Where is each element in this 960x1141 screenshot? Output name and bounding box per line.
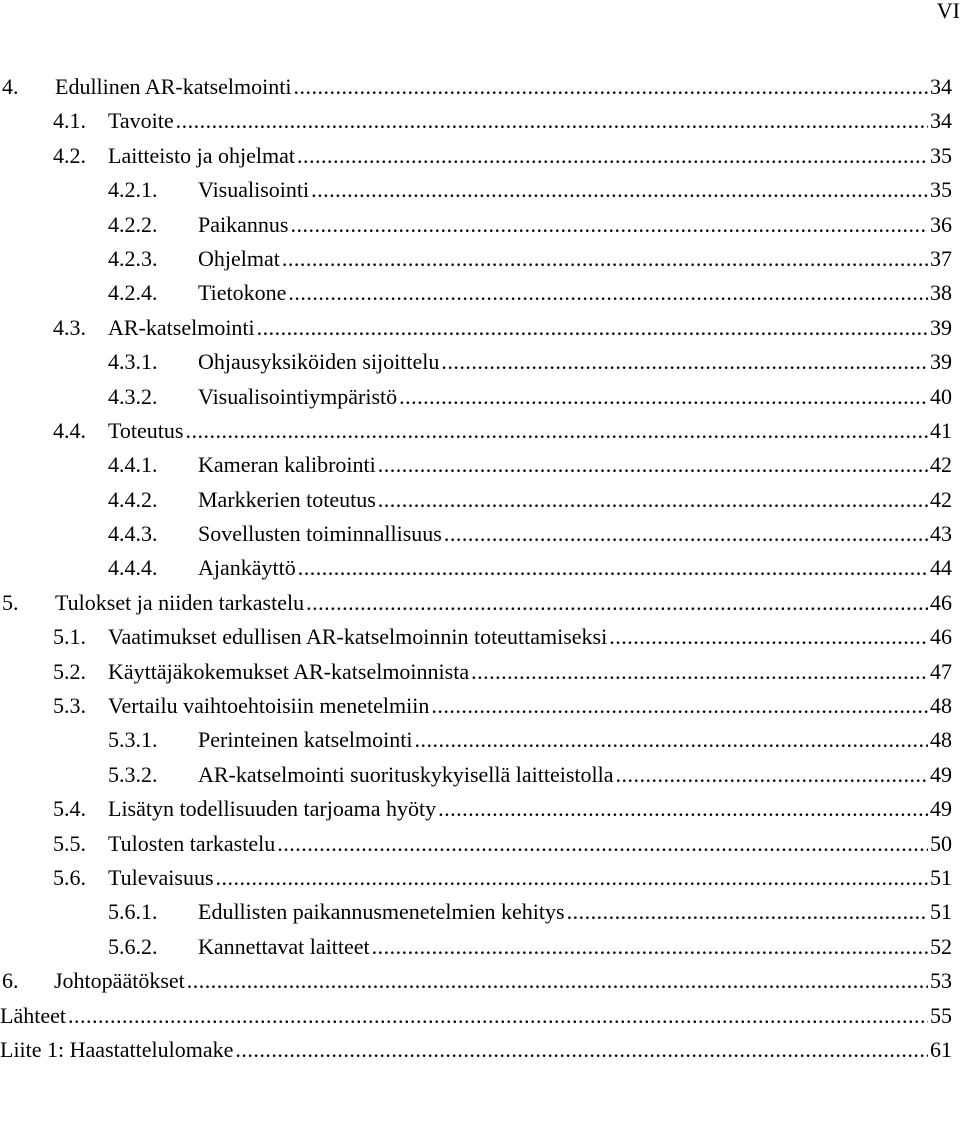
toc-entry-page: 34 — [930, 74, 952, 99]
toc-entry[interactable] — [0, 276, 952, 310]
page-number: VI — [936, 0, 960, 23]
toc-entry[interactable] — [0, 414, 952, 448]
toc-entry[interactable] — [0, 1033, 952, 1067]
dot-leader — [438, 792, 928, 826]
toc-entry[interactable] — [0, 655, 952, 689]
dot-leader — [282, 242, 928, 276]
dot-leader — [235, 1033, 928, 1067]
dot-leader — [185, 414, 928, 448]
toc-entry-number: 5.1. — [53, 624, 86, 650]
toc-entry-page: 47 — [930, 658, 952, 684]
toc-entry-page: 52 — [930, 933, 952, 959]
toc-entry-title: Visualisointiympäristö — [198, 383, 398, 409]
dot-leader — [176, 104, 928, 138]
dot-leader — [311, 173, 928, 207]
toc-entry-page: 46 — [930, 624, 952, 650]
toc-entry-title: Markkerien toteutus — [198, 486, 376, 512]
toc-entry-title: Toteutus — [108, 417, 184, 443]
toc-entry-number: 4.2.4. — [108, 280, 158, 306]
toc-entry-title: Paikannus — [198, 211, 289, 237]
dot-leader — [288, 276, 928, 310]
toc-entry[interactable] — [0, 104, 952, 138]
toc-entry[interactable] — [0, 345, 952, 379]
toc-entry[interactable] — [0, 792, 952, 826]
toc-entry-number: 5.3. — [53, 693, 86, 719]
dot-leader — [372, 930, 928, 964]
toc-entry-title: Edullinen AR-katselmointi — [55, 74, 292, 99]
toc-entry-page: 48 — [930, 727, 952, 753]
toc-entry-title: Kannettavat laitteet — [198, 933, 370, 959]
toc-entry-page: 39 — [930, 349, 952, 375]
toc-entry-page: 49 — [930, 761, 952, 787]
toc-entry-number: 4.4.4. — [108, 555, 158, 581]
toc-entry[interactable] — [0, 586, 952, 620]
toc-entry-number: 4.4.2. — [108, 486, 158, 512]
toc-entry-title: Käyttäjäkokemukset AR-katselmoinnista — [108, 658, 470, 684]
dot-leader — [441, 345, 928, 379]
toc-entry-title: AR-katselmointi suorituskykyisellä laitteistolla — [198, 761, 614, 787]
toc-entry-number: 4.4.1. — [108, 452, 158, 478]
toc-entry[interactable] — [0, 173, 952, 207]
toc-entry-page: 51 — [930, 864, 952, 890]
toc-entry-title: Ajankäyttö — [198, 555, 296, 581]
toc-entry-page: 44 — [930, 555, 952, 581]
toc-entry[interactable] — [0, 208, 952, 242]
toc-entry-number: 4.4. — [53, 417, 86, 443]
toc-entry-title: AR-katselmointi — [108, 314, 255, 340]
dot-leader — [431, 689, 928, 723]
toc-entry-page: 48 — [930, 693, 952, 719]
dot-leader — [68, 999, 928, 1033]
toc-entry-page: 37 — [930, 245, 952, 271]
toc-entry[interactable] — [0, 242, 952, 276]
toc-entry[interactable] — [0, 517, 952, 551]
toc-entry-number: 4.2.2. — [108, 211, 158, 237]
toc-entry-number: 4.3.1. — [108, 349, 158, 375]
dot-leader — [567, 895, 928, 929]
toc-entry-page: 42 — [930, 452, 952, 478]
toc-entry-number: 6. — [2, 968, 19, 994]
dot-leader — [399, 380, 928, 414]
toc-entry-number: 4.2.3. — [108, 245, 158, 271]
table-of-contents — [0, 70, 952, 1067]
toc-entry-number: 5.6.1. — [108, 899, 158, 925]
toc-entry[interactable] — [0, 70, 952, 104]
toc-entry-number: 4.3. — [53, 314, 86, 340]
dot-leader — [187, 964, 928, 998]
toc-entry-page: 39 — [930, 314, 952, 340]
toc-entry[interactable] — [0, 964, 952, 998]
toc-entry-page: 36 — [930, 211, 952, 237]
toc-entry-title: Lisätyn todellisuuden tarjoama hyöty — [108, 796, 437, 822]
toc-entry-number: 4. — [2, 74, 19, 99]
toc-entry-number: 5. — [2, 589, 19, 615]
toc-entry-page: 35 — [930, 142, 952, 168]
toc-entry-page: 50 — [930, 830, 952, 856]
toc-entry-page: 51 — [930, 899, 952, 925]
dot-leader — [378, 483, 928, 517]
toc-entry-page: 42 — [930, 486, 952, 512]
toc-entry-title: Perinteinen katselmointi — [198, 727, 413, 753]
toc-entry-number: 5.4. — [53, 796, 86, 822]
toc-entry-number: 5.2. — [53, 658, 86, 684]
toc-entry-title: Vaatimukset edullisen AR-katselmoinnin toteuttamiseksi — [108, 624, 608, 650]
dot-leader — [216, 861, 928, 895]
toc-entry[interactable] — [0, 723, 952, 757]
toc-entry-page: 61 — [930, 1036, 952, 1062]
toc-entry-title: Liite 1: Haastattelulomake — [0, 1036, 234, 1062]
toc-entry-page: 53 — [930, 968, 952, 994]
toc-entry[interactable] — [0, 139, 952, 173]
dot-leader — [414, 723, 928, 757]
dot-leader — [297, 139, 928, 173]
toc-entry[interactable] — [0, 620, 952, 654]
toc-entry[interactable] — [0, 999, 952, 1033]
toc-entry[interactable] — [0, 311, 952, 345]
toc-entry-page: 46 — [930, 589, 952, 615]
toc-entry-number: 5.3.1. — [108, 727, 158, 753]
toc-entry-title: Visualisointi — [198, 177, 310, 203]
toc-entry-page: 55 — [930, 1002, 952, 1028]
toc-entry-page: 34 — [930, 108, 952, 134]
toc-entry-number: 5.6. — [53, 864, 86, 890]
toc-entry-number: 4.3.2. — [108, 383, 158, 409]
toc-entry-page: 38 — [930, 280, 952, 306]
dot-leader — [616, 758, 928, 792]
toc-entry-title: Ohjelmat — [198, 245, 280, 271]
toc-entry-title: Tavoite — [108, 108, 174, 134]
toc-entry-title: Sovellusten toiminnallisuus — [198, 521, 442, 547]
dot-leader — [471, 655, 928, 689]
toc-entry[interactable] — [0, 448, 952, 482]
toc-entry-page: 49 — [930, 796, 952, 822]
toc-entry-title: Laitteisto ja ohjelmat — [108, 142, 295, 168]
toc-entry-number: 4.4.3. — [108, 521, 158, 547]
toc-entry-title: Ohjausyksiköiden sijoittelu — [198, 349, 440, 375]
toc-entry[interactable] — [0, 895, 952, 929]
toc-entry-number: 5.5. — [53, 830, 86, 856]
toc-entry-title: Kameran kalibrointi — [198, 452, 376, 478]
dot-leader — [277, 827, 928, 861]
toc-entry[interactable] — [0, 689, 952, 723]
toc-entry-page: 35 — [930, 177, 952, 203]
dot-leader — [293, 70, 928, 104]
toc-entry-number: 5.3.2. — [108, 761, 158, 787]
toc-entry[interactable] — [0, 380, 952, 414]
toc-entry-page: 40 — [930, 383, 952, 409]
toc-entry-title: Edullisten paikannusmenetelmien kehitys — [198, 899, 565, 925]
toc-entry-number: 4.2.1. — [108, 177, 158, 203]
toc-entry[interactable] — [0, 483, 952, 517]
toc-entry-title: Lähteet — [0, 1002, 66, 1028]
toc-entry-title: Tulosten tarkastelu — [108, 830, 276, 856]
toc-entry[interactable] — [0, 930, 952, 964]
toc-entry-title: Johtopäätökset — [54, 968, 185, 994]
dot-leader — [609, 620, 928, 654]
toc-entry-title: Tietokone — [198, 280, 287, 306]
toc-entry-page: 43 — [930, 521, 952, 547]
toc-entry-number: 4.1. — [53, 108, 86, 134]
toc-entry-number: 4.2. — [53, 142, 86, 168]
toc-entry-title: Tulevaisuus — [108, 864, 214, 890]
toc-entry[interactable] — [0, 551, 952, 585]
toc-entry[interactable] — [0, 827, 952, 861]
dot-leader — [298, 551, 928, 585]
dot-leader — [306, 586, 928, 620]
toc-entry-number: 5.6.2. — [108, 933, 158, 959]
toc-entry[interactable] — [0, 758, 952, 792]
dot-leader — [378, 448, 928, 482]
dot-leader — [290, 208, 928, 242]
dot-leader — [257, 311, 928, 345]
toc-entry-title: Vertailu vaihtoehtoisiin menetelmiin — [108, 693, 430, 719]
toc-entry-page: 41 — [930, 417, 952, 443]
toc-entry[interactable] — [0, 861, 952, 895]
dot-leader — [444, 517, 928, 551]
toc-entry-title: Tulokset ja niiden tarkastelu — [55, 589, 305, 615]
